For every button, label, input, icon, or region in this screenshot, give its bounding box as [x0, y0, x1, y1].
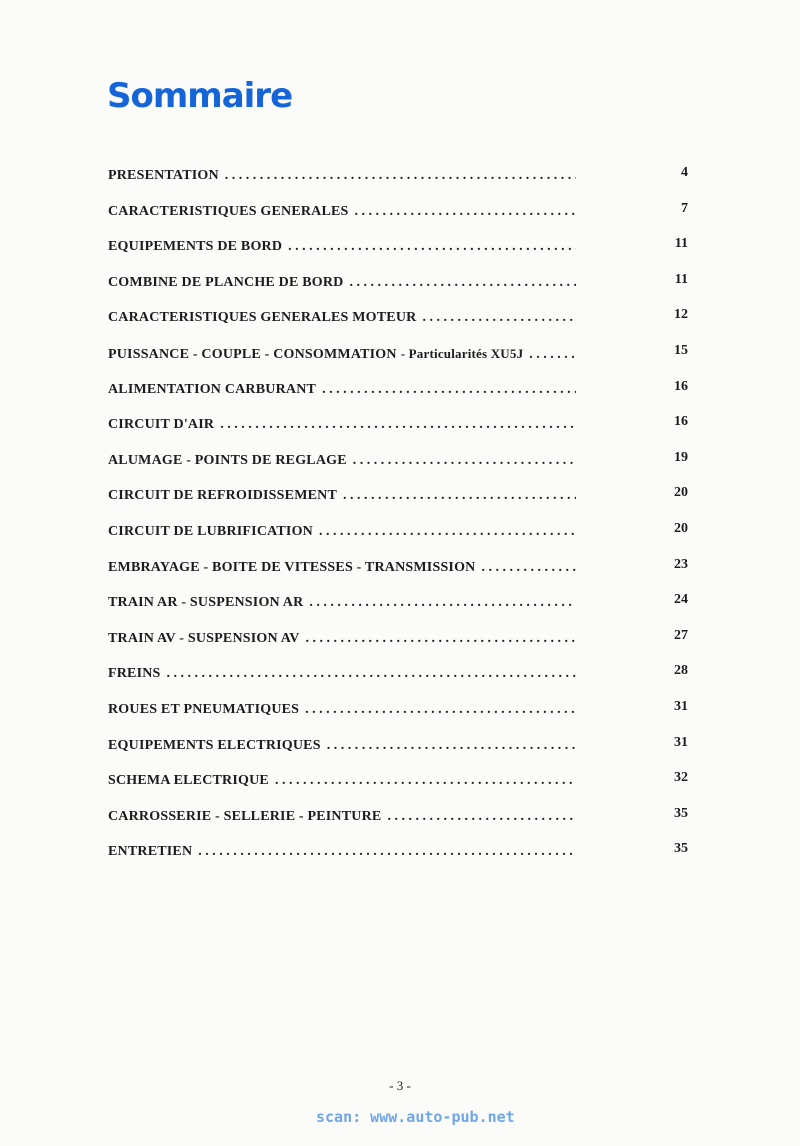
toc-dot-leader [319, 524, 576, 540]
toc-dot-leader [167, 666, 576, 682]
toc-entry[interactable] [108, 730, 688, 766]
toc-entry-label: CIRCUIT DE REFROIDISSEMENT [108, 488, 337, 504]
toc-entry-text [108, 765, 576, 789]
toc-entry-page-number: 16 [674, 414, 688, 430]
toc-entry-text [108, 374, 576, 398]
toc-entry-page-number: 15 [674, 342, 688, 358]
toc-entry[interactable] [108, 480, 688, 516]
toc-entry-text [108, 730, 576, 754]
toc-entry[interactable] [108, 445, 688, 481]
toc-entry[interactable] [108, 267, 688, 303]
toc-entry-text [108, 694, 576, 718]
toc-entry-label: PRESENTATION [108, 168, 219, 183]
toc-entry[interactable] [108, 409, 688, 445]
toc-entry-label: PUISSANCE - COUPLE - CONSOMMATION [108, 346, 397, 362]
toc-entry-label: CIRCUIT DE LUBRIFICATION [108, 523, 313, 539]
toc-entry[interactable] [108, 623, 688, 659]
toc-entry-label: CARROSSERIE - SELLERIE - PEINTURE [108, 808, 382, 824]
toc-entry-page-number: 11 [674, 236, 688, 252]
toc-entry-label: EQUIPEMENTS ELECTRIQUES [108, 737, 321, 753]
toc-entry-label: TRAIN AV - SUSPENSION AV [108, 630, 300, 646]
toc-entry-text [108, 338, 576, 363]
toc-entry[interactable] [108, 587, 688, 623]
toc-entry-label: ALIMENTATION CARBURANT [108, 381, 317, 397]
toc-entry-text [108, 658, 576, 682]
toc-entry-page-number: 27 [674, 627, 688, 643]
toc-dot-leader [306, 631, 576, 647]
toc-entry[interactable] [108, 836, 688, 872]
toc-entry-page-number: 12 [674, 307, 688, 323]
toc-entry-page-number: 24 [674, 592, 688, 608]
toc-entry-label: ENTRETIEN [108, 844, 193, 860]
toc-dot-leader [353, 453, 576, 469]
toc-entry-text [108, 801, 576, 825]
toc-entry-label: TRAIN AR - SUSPENSION AR [108, 595, 304, 611]
page-number: - 3 - [389, 1078, 411, 1093]
toc-entry-page-number: 28 [674, 663, 688, 679]
toc-entry-label: EQUIPEMENTS DE BORD [108, 239, 283, 255]
toc-entry-text [108, 267, 576, 291]
toc-entry-subtitle: - Particularités XU5J [400, 345, 524, 361]
toc-entry-page-number: 19 [674, 449, 688, 465]
toc-entry-text [108, 160, 576, 184]
toc-dot-leader [343, 488, 576, 504]
toc-entry-page-number: 31 [674, 698, 688, 714]
toc-entry-label: SCHEMA ELECTRIQUE [108, 773, 269, 789]
toc-entry-text [108, 552, 576, 576]
toc-entry-label: ROUES ET PNEUMATIQUES [108, 701, 300, 717]
toc-entry[interactable] [108, 338, 688, 374]
toc-entry-text [108, 409, 576, 433]
toc-dot-leader [225, 168, 576, 184]
toc-entry-page-number: 20 [674, 485, 688, 501]
toc-entry-text [108, 836, 576, 860]
toc-entry-page-number: 16 [674, 378, 688, 394]
page-title: Sommaire [107, 76, 293, 116]
toc-entry[interactable] [108, 765, 688, 801]
scan-credit: scan: www.auto-pub.net [316, 1108, 515, 1126]
toc-entry-page-number: 35 [674, 805, 688, 821]
toc-dot-leader [322, 382, 576, 398]
toc-entry[interactable] [108, 374, 688, 410]
toc-entry-label: ALUMAGE - POINTS DE REGLAGE [108, 452, 347, 468]
toc-dot-leader [481, 560, 576, 576]
toc-entry-page-number: 31 [674, 734, 688, 750]
toc-dot-leader [422, 310, 576, 326]
toc-entry[interactable] [108, 552, 688, 588]
toc-entry[interactable] [108, 160, 688, 196]
toc-dot-leader [327, 738, 576, 754]
toc-dot-leader [220, 417, 576, 433]
toc-entry-text [108, 302, 576, 326]
toc-entry-page-number: 23 [674, 556, 688, 572]
toc-dot-leader [288, 239, 576, 255]
toc-entry-page-number: 7 [681, 200, 688, 216]
toc-dot-leader [355, 204, 576, 220]
toc-entry-label: FREINS [108, 666, 161, 682]
toc-entry-text [108, 445, 576, 469]
toc-entry-page-number: 4 [681, 165, 688, 180]
toc-entry-label: CARACTERISTIQUES GENERALES [108, 203, 349, 219]
toc-dot-leader [387, 809, 576, 825]
toc-entry-label: CIRCUIT D'AIR [108, 417, 215, 433]
toc-entry-page-number: 20 [674, 520, 688, 536]
toc-entry[interactable] [108, 658, 688, 694]
toc-entry[interactable] [108, 801, 688, 837]
toc-entry-label: CARACTERISTIQUES GENERALES MOTEUR [108, 310, 417, 326]
toc-entry[interactable] [108, 231, 688, 267]
toc-dot-leader [275, 773, 576, 789]
toc-dot-leader [529, 347, 576, 363]
toc-entry-text [108, 587, 576, 611]
toc-entry-text [108, 623, 576, 647]
toc-dot-leader [349, 275, 576, 291]
toc-entry-page-number: 32 [674, 770, 688, 786]
toc-dot-leader [305, 702, 576, 718]
toc-entry-label: COMBINE DE PLANCHE DE BORD [108, 274, 344, 290]
toc-entry-label: EMBRAYAGE - BOITE DE VITESSES - TRANSMISSION [108, 559, 476, 575]
toc-entry[interactable] [108, 516, 688, 552]
toc-dot-leader [309, 595, 576, 611]
toc-dot-leader [198, 844, 576, 860]
table-of-contents [108, 160, 688, 872]
toc-entry[interactable] [108, 196, 688, 232]
toc-entry-text [108, 516, 576, 540]
toc-entry-text [108, 480, 576, 504]
toc-entry-text [108, 231, 576, 255]
toc-entry-page-number: 11 [674, 271, 688, 287]
toc-entry-page-number: 35 [674, 841, 688, 857]
toc-entry[interactable] [108, 694, 688, 730]
toc-entry[interactable] [108, 302, 688, 338]
toc-entry-text [108, 196, 576, 220]
